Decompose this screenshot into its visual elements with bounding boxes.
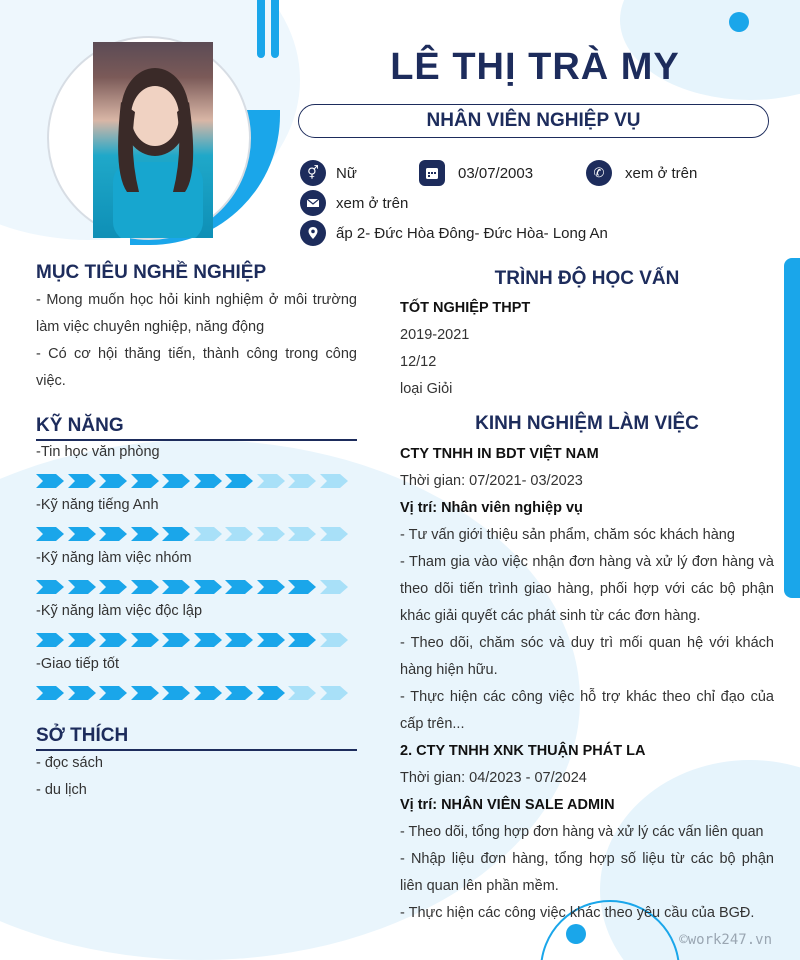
- education-heading: TRÌNH ĐỘ HỌC VẤN: [494, 268, 680, 289]
- skill-chevron-filled: [131, 686, 159, 700]
- job-task: - Tư vấn giới thiệu sản phẩm, chăm sóc khách hàng: [400, 527, 735, 543]
- skill-chevron-empty: [320, 580, 348, 594]
- job-company: CTY TNHH IN BDT VIỆT NAM: [400, 446, 599, 462]
- skill-chevron-filled: [225, 580, 253, 594]
- gender-icon: ⚥: [300, 160, 326, 186]
- hobbies-heading: SỞ THÍCH: [36, 725, 129, 746]
- skill-label: -Tin học văn phòng: [36, 444, 160, 460]
- job-task: - Thực hiện các công việc hỗ trợ khác theo chỉ đạo của cấp trên...: [400, 689, 774, 732]
- skill-label: -Kỹ năng làm việc độc lập: [36, 603, 203, 619]
- gender-value: Nữ: [336, 164, 357, 182]
- skill-chevron-filled: [288, 580, 316, 594]
- objective-heading: MỤC TIÊU NGHỀ NGHIỆP: [36, 262, 267, 283]
- job-role: Vị trí: NHÂN VIÊN SALE ADMIN: [400, 797, 615, 813]
- skill-chevron-filled: [225, 686, 253, 700]
- skill-chevron-filled: [131, 527, 159, 541]
- experience-heading: KINH NGHIỆM LÀM VIỆC: [475, 413, 699, 434]
- skill-chevron-empty: [194, 527, 222, 541]
- skills-heading: KỸ NĂNG: [36, 415, 124, 436]
- skill-chevron-filled: [162, 633, 190, 647]
- decorative-dot: [566, 924, 586, 944]
- skill-level-bar: [36, 474, 351, 488]
- education-rank: loại Giỏi: [400, 381, 453, 397]
- skill-chevron-filled: [162, 580, 190, 594]
- skill-chevron-filled: [99, 580, 127, 594]
- skill-chevron-filled: [36, 527, 64, 541]
- skill-label: -Giao tiếp tốt: [36, 656, 120, 672]
- skill-chevron-filled: [99, 527, 127, 541]
- job-company: 2. CTY TNHH XNK THUẬN PHÁT LA: [400, 743, 646, 759]
- education-years: 2019-2021: [400, 327, 470, 343]
- address-row: [300, 220, 608, 246]
- job-title: NHÂN VIÊN NGHIỆP VỤ: [298, 104, 769, 138]
- skill-chevron-filled: [68, 633, 96, 647]
- skill-chevron-filled: [131, 633, 159, 647]
- experience-details: [400, 441, 774, 927]
- decorative-dot: [729, 12, 749, 32]
- hobbies-list: [36, 750, 357, 804]
- skill-chevron-empty: [288, 527, 316, 541]
- skill-chevron-filled: [99, 686, 127, 700]
- skill-chevron-filled: [288, 633, 316, 647]
- skill-chevron-filled: [162, 474, 190, 488]
- skill-chevron-empty: [320, 686, 348, 700]
- location-pin-icon: [300, 220, 326, 246]
- skill-chevron-filled: [131, 580, 159, 594]
- skill-chevron-filled: [257, 580, 285, 594]
- email-row: [300, 190, 408, 216]
- dob-value: 03/07/2003: [458, 164, 534, 182]
- skill-level-bar: [36, 686, 351, 700]
- skill-chevron-filled: [68, 474, 96, 488]
- skill-chevron-empty: [288, 474, 316, 488]
- hobby-item: - đọc sách: [36, 755, 103, 771]
- skill-chevron-filled: [194, 686, 222, 700]
- skill-chevron-filled: [194, 580, 222, 594]
- skill-chevron-filled: [99, 633, 127, 647]
- decorative-bar: [271, 0, 279, 58]
- education-degree: TỐT NGHIỆP THPT: [400, 300, 531, 316]
- job-time: Thời gian: 07/2021- 03/2023: [400, 473, 583, 489]
- profile-photo-frame: [47, 36, 251, 240]
- skill-chevron-empty: [320, 633, 348, 647]
- job-task: - Nhập liệu đơn hàng, tổng hợp số liệu từ các bộ phận liên quan lên phần mềm.: [400, 851, 774, 894]
- skill-label: -Kỹ năng tiếng Anh: [36, 497, 159, 513]
- skill-chevron-filled: [68, 527, 96, 541]
- skill-chevron-empty: [288, 686, 316, 700]
- skill-chevron-filled: [131, 474, 159, 488]
- phone-icon: ✆: [586, 160, 612, 186]
- gender-row: [300, 160, 357, 186]
- address-value: ấp 2- Đức Hòa Đông- Đức Hòa- Long An: [336, 224, 608, 242]
- skill-chevron-filled: [36, 580, 64, 594]
- skill-chevron-filled: [257, 686, 285, 700]
- skill-chevron-empty: [257, 527, 285, 541]
- skill-chevron-empty: [257, 474, 285, 488]
- skill-chevron-filled: [36, 633, 64, 647]
- skill-chevron-filled: [99, 474, 127, 488]
- skills-divider: [36, 439, 357, 441]
- skill-chevron-filled: [36, 686, 64, 700]
- skill-level-bar: [36, 527, 351, 541]
- skill-chevron-filled: [68, 686, 96, 700]
- education-grade: 12/12: [400, 354, 437, 370]
- skill-chevron-empty: [225, 527, 253, 541]
- skill-chevron-empty: [320, 474, 348, 488]
- skill-level-bar: [36, 633, 351, 647]
- skill-chevron-filled: [162, 686, 190, 700]
- phone-value: xem ở trên: [625, 164, 698, 182]
- phone-row: [586, 160, 697, 186]
- objective-line: - Mong muốn học hỏi kinh nghiệm ở môi trường làm việc chuyên nghiệp, năng động: [36, 292, 357, 335]
- skill-label: -Kỹ năng làm việc nhóm: [36, 550, 192, 566]
- skill-chevron-filled: [257, 633, 285, 647]
- dob-row: [419, 160, 533, 186]
- education-details: [400, 295, 774, 403]
- skill-chevron-filled: [194, 474, 222, 488]
- job-task: - Theo dõi, tổng hợp đơn hàng và xử lý các vấn liên quan: [400, 824, 764, 840]
- objective-text: [36, 287, 357, 395]
- email-value: xem ở trên: [336, 194, 409, 212]
- skill-chevron-filled: [194, 633, 222, 647]
- job-time: Thời gian: 04/2023 - 07/2024: [400, 770, 587, 786]
- decorative-side-strip: [784, 258, 800, 598]
- skill-level-bar: [36, 580, 351, 594]
- job-task: - Tham gia vào việc nhận đơn hàng và xử lý đơn hàng và theo dõi tiến trình giao hàng, phối hợp với các bộ phận khác giải quyết các phát sinh từ các đơn hàng.: [400, 554, 774, 624]
- candidate-name: LÊ THỊ TRÀ MY: [390, 46, 680, 88]
- skill-chevron-filled: [225, 633, 253, 647]
- skill-chevron-filled: [68, 580, 96, 594]
- email-icon: [300, 190, 326, 216]
- job-task: - Theo dõi, chăm sóc và duy trì mối quan hệ với khách hàng hiện hữu.: [400, 635, 774, 678]
- hobby-item: - du lịch: [36, 782, 87, 798]
- decorative-bar: [257, 0, 265, 58]
- job-role: Vị trí: Nhân viên nghiệp vụ: [400, 500, 583, 516]
- objective-line: - Có cơ hội thăng tiến, thành công trong công việc.: [36, 346, 357, 389]
- calendar-icon: [419, 160, 445, 186]
- profile-photo: [93, 42, 213, 238]
- skill-chevron-filled: [225, 474, 253, 488]
- skill-chevron-empty: [320, 527, 348, 541]
- watermark: ©work247.vn: [679, 932, 772, 948]
- job-task: - Thực hiện các công việc khác theo yêu cầu của BGĐ.: [400, 905, 755, 921]
- skill-chevron-filled: [36, 474, 64, 488]
- skill-chevron-filled: [162, 527, 190, 541]
